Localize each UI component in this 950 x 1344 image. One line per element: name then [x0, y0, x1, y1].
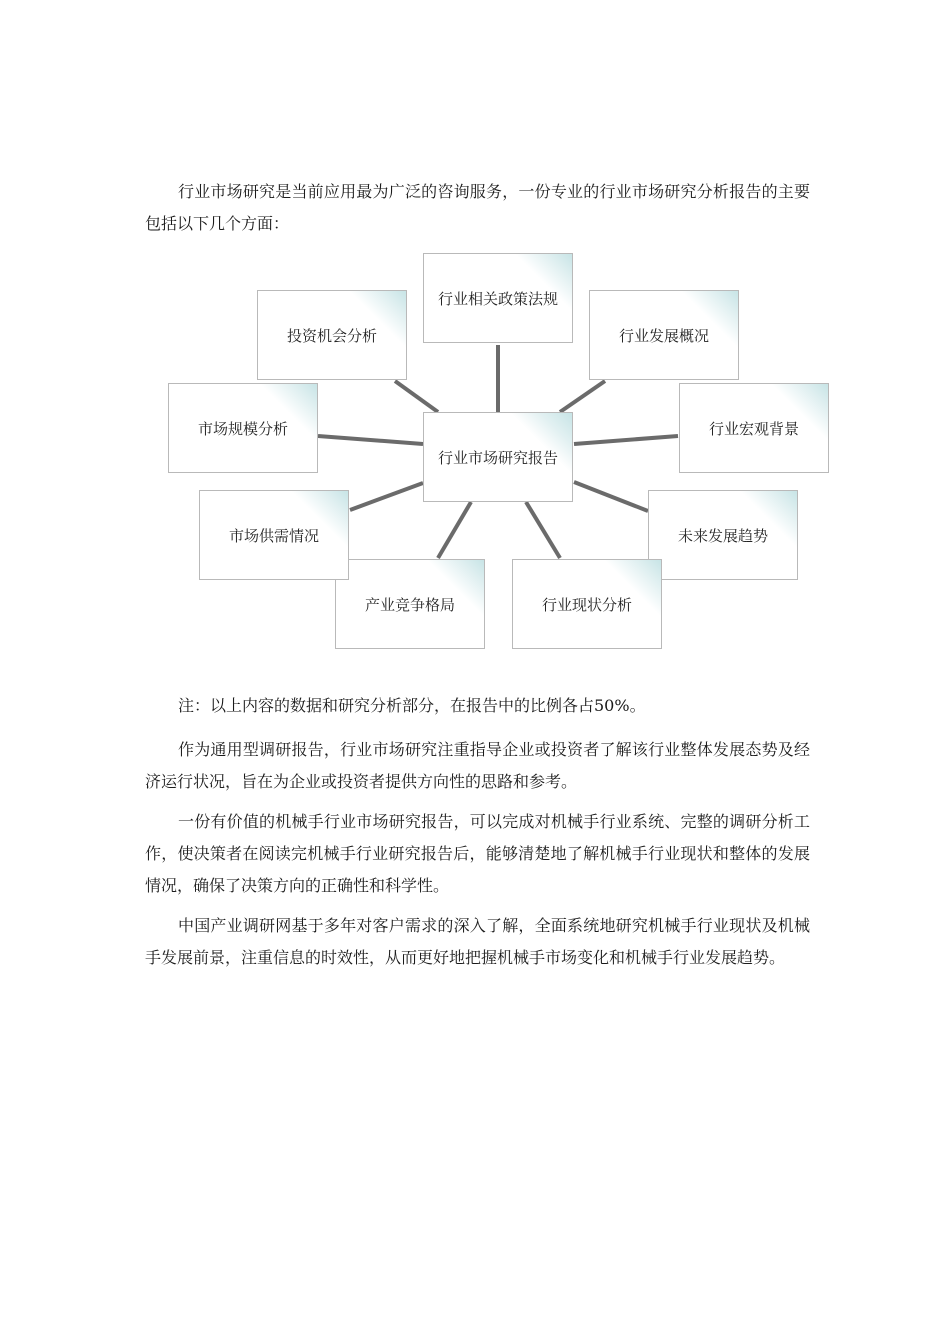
node-overview: 行业发展概况: [589, 290, 739, 380]
connector-line: [350, 483, 423, 510]
node-current-status: 行业现状分析: [512, 559, 662, 649]
connector-line: [526, 502, 560, 558]
node-policy: 行业相关政策法规: [423, 253, 573, 343]
connector-line: [438, 502, 471, 558]
node-future-trend: 未来发展趋势: [648, 490, 798, 580]
node-competition: 产业竞争格局: [335, 559, 485, 649]
connector-line: [318, 436, 423, 444]
connector-line: [574, 482, 648, 511]
node-market-size: 市场规模分析: [168, 383, 318, 473]
note-text: 注：以上内容的数据和研究分析部分，在报告中的比例各占50%。: [178, 696, 646, 715]
node-investment: 投资机会分析: [257, 290, 407, 380]
body-paragraph: 作为通用型调研报告，行业市场研究注重指导企业或投资者了解该行业整体发展态势及经济运行状况，旨在为企业或投资者提供方向性的思路和参考。: [145, 740, 810, 791]
connector-line: [560, 381, 605, 412]
node-macro-background: 行业宏观背景: [679, 383, 829, 473]
connector-line: [395, 381, 438, 412]
intro-paragraph: 行业市场研究是当前应用最为广泛的咨询服务，一份专业的行业市场研究分析报告的主要包括以下几个方面：: [145, 182, 810, 233]
node-center-report: 行业市场研究报告: [423, 412, 573, 502]
body-paragraph: 中国产业调研网基于多年对客户需求的深入了解，全面系统地研究机械手行业现状及机械手发展前景，注重信息的时效性，从而更好地把握机械手市场变化和机械手行业发展趋势。: [145, 916, 810, 967]
body-paragraph: 一份有价值的机械手行业市场研究报告，可以完成对机械手行业系统、完整的调研分析工作，使决策者在阅读完机械手行业研究报告后，能够清楚地了解机械手行业现状和整体的发展情况，确保了决策方向的正确性和科学性。: [145, 812, 810, 895]
node-supply-demand: 市场供需情况: [199, 490, 349, 580]
connector-line: [574, 436, 678, 444]
